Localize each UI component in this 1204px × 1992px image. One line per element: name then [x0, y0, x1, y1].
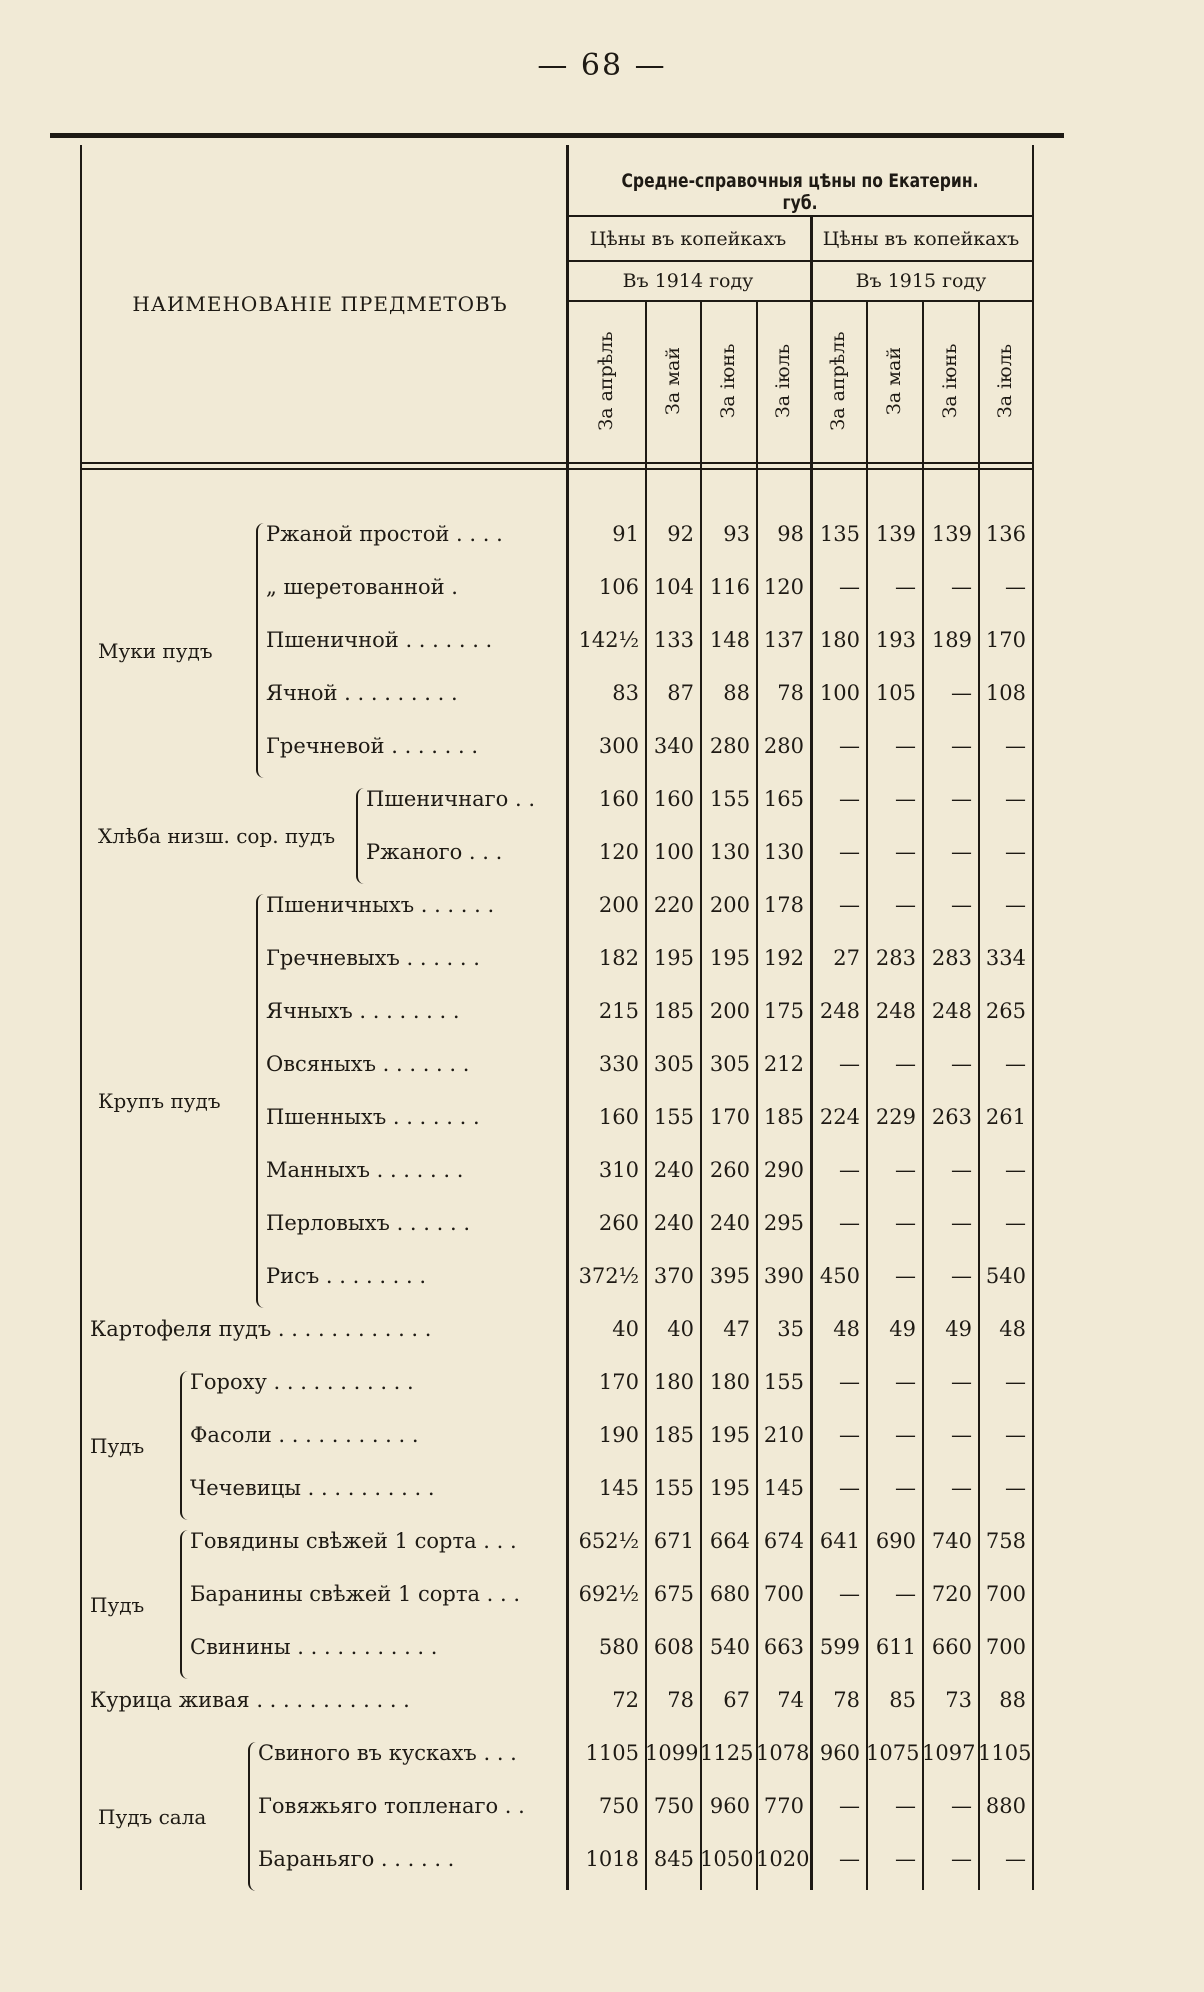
- month-header-label: За май: [661, 347, 684, 415]
- price-cell: 265: [985, 999, 1026, 1023]
- price-cell: 40: [667, 1317, 694, 1341]
- price-cell: 340: [653, 734, 694, 758]
- price-cell: —: [951, 1794, 972, 1818]
- price-cell: —: [895, 1370, 916, 1394]
- group-label: Пудъ сала: [98, 1804, 207, 1829]
- price-cell: 608: [653, 1635, 694, 1659]
- price-cell: —: [839, 787, 860, 811]
- price-cell: 1018: [585, 1847, 639, 1871]
- price-cell: 88: [999, 1688, 1026, 1712]
- price-cell: 106: [598, 575, 639, 599]
- price-cell: 212: [763, 1052, 804, 1076]
- item-name: Гороху . . . . . . . . . . .: [190, 1370, 414, 1394]
- price-cell: 200: [709, 893, 750, 917]
- price-cell: 165: [763, 787, 804, 811]
- price-cell: 49: [945, 1317, 972, 1341]
- price-cell: 155: [653, 1105, 694, 1129]
- price-cell: 599: [819, 1635, 860, 1659]
- price-cell: 185: [653, 1423, 694, 1447]
- price-cell: —: [895, 1582, 916, 1606]
- price-cell: —: [951, 893, 972, 917]
- item-name: Свинины . . . . . . . . . . .: [190, 1635, 438, 1659]
- price-cell: 750: [653, 1794, 694, 1818]
- price-cell: 180: [709, 1370, 750, 1394]
- price-cell: —: [895, 893, 916, 917]
- price-cell: 300: [598, 734, 639, 758]
- item-name: Чечевицы . . . . . . . . . .: [190, 1476, 435, 1500]
- item-name: Пшенныхъ . . . . . . .: [266, 1105, 480, 1129]
- table-left-border: [80, 145, 82, 1890]
- price-cell: 200: [709, 999, 750, 1023]
- group-label: Крупъ пудъ: [98, 1089, 221, 1113]
- price-cell: 170: [985, 628, 1026, 652]
- group-label: Пудъ: [90, 1592, 145, 1617]
- price-cell: —: [839, 893, 860, 917]
- item-name: Гречневыхъ . . . . . .: [266, 946, 480, 970]
- price-cell: 195: [653, 946, 694, 970]
- price-cell: 880: [985, 1794, 1026, 1818]
- price-cell: 1099: [645, 1741, 699, 1765]
- price-cell: 136: [985, 522, 1026, 546]
- header-bottom-rule-2: [80, 468, 1032, 470]
- price-cell: 195: [709, 1476, 750, 1500]
- price-cell: 750: [598, 1794, 639, 1818]
- price-cell: —: [839, 840, 860, 864]
- price-cell: 78: [667, 1688, 694, 1712]
- price-cell: 200: [598, 893, 639, 917]
- price-cell: —: [895, 840, 916, 864]
- price-cell: 295: [763, 1211, 804, 1235]
- price-cell: 189: [931, 628, 972, 652]
- price-cell: —: [951, 1423, 972, 1447]
- group-brace: [248, 1742, 258, 1891]
- header-year-underline: [566, 300, 1032, 302]
- price-cell: 845: [653, 1847, 694, 1871]
- price-cell: —: [951, 1052, 972, 1076]
- price-cell: —: [1005, 1211, 1026, 1235]
- price-cell: —: [895, 1423, 916, 1447]
- price-cell: 740: [931, 1529, 972, 1553]
- price-cell: 135: [819, 522, 860, 546]
- group-label: Муки пудъ: [98, 638, 213, 663]
- price-cell: —: [839, 734, 860, 758]
- price-cell: 660: [931, 1635, 972, 1659]
- price-cell: 175: [763, 999, 804, 1023]
- price-cell: —: [951, 1847, 972, 1871]
- price-cell: —: [839, 1423, 860, 1447]
- price-cell: 641: [819, 1529, 860, 1553]
- item-name: Манныхъ . . . . . . .: [266, 1158, 464, 1182]
- price-cell: 390: [763, 1264, 804, 1288]
- price-cell: 91: [612, 522, 639, 546]
- year-1914: Въ 1914 году: [622, 270, 754, 292]
- price-cell: 260: [598, 1211, 639, 1235]
- price-cell: 720: [931, 1582, 972, 1606]
- price-cell: 305: [653, 1052, 694, 1076]
- price-cell: 580: [598, 1635, 639, 1659]
- price-cell: 310: [598, 1158, 639, 1182]
- price-cell: 248: [875, 999, 916, 1023]
- price-cell: 139: [875, 522, 916, 546]
- price-cell: 280: [709, 734, 750, 758]
- price-cell: —: [951, 1158, 972, 1182]
- item-name: „ шеретованной .: [266, 575, 458, 599]
- price-cell: 395: [709, 1264, 750, 1288]
- item-name: Ржаной простой . . . .: [266, 522, 503, 546]
- price-cell: 675: [653, 1582, 694, 1606]
- item-name: Пшеничной . . . . . . .: [266, 628, 493, 652]
- price-cell: 185: [653, 999, 694, 1023]
- price-cell: 240: [709, 1211, 750, 1235]
- price-cell: —: [895, 1052, 916, 1076]
- price-cell: 280: [763, 734, 804, 758]
- price-cell: —: [895, 1158, 916, 1182]
- price-cell: 170: [709, 1105, 750, 1129]
- group-brace: [356, 788, 366, 884]
- price-cell: 240: [653, 1158, 694, 1182]
- price-cell: 182: [598, 946, 639, 970]
- price-cell: 74: [777, 1688, 804, 1712]
- price-cell: 240: [653, 1211, 694, 1235]
- header-price-underline: [566, 260, 1032, 262]
- price-cell: 139: [931, 522, 972, 546]
- item-name: Говядины свѣжей 1 сорта . . .: [190, 1529, 517, 1553]
- price-cell: —: [1005, 893, 1026, 917]
- price-cell: 652½: [578, 1529, 639, 1553]
- price-cell: 1050: [700, 1847, 754, 1871]
- group-label: Пудъ: [90, 1433, 145, 1458]
- price-cell: 142½: [578, 628, 639, 652]
- price-cell: 758: [985, 1529, 1026, 1553]
- price-cell: 334: [985, 946, 1026, 970]
- price-cell: 130: [709, 840, 750, 864]
- group-brace: [180, 1530, 190, 1679]
- item-name: Свиного въ кускахъ . . .: [258, 1741, 517, 1765]
- price-cell: 195: [709, 946, 750, 970]
- price-cell: 290: [763, 1158, 804, 1182]
- price-cell: 1125: [700, 1741, 754, 1765]
- price-cell: —: [1005, 1423, 1026, 1447]
- price-cell: 370: [653, 1264, 694, 1288]
- price-cell: —: [839, 1794, 860, 1818]
- price-cell: —: [951, 787, 972, 811]
- price-cell: —: [895, 575, 916, 599]
- table-right-border: [1032, 145, 1034, 1890]
- group-brace: [180, 1371, 190, 1520]
- price-cell: —: [1005, 1847, 1026, 1871]
- price-cell: —: [839, 1582, 860, 1606]
- price-cell: 48: [999, 1317, 1026, 1341]
- price-cell: 671: [653, 1529, 694, 1553]
- price-cell: 27: [833, 946, 860, 970]
- price-cell: 35: [777, 1317, 804, 1341]
- price-cell: 540: [985, 1264, 1026, 1288]
- price-cell: —: [895, 1847, 916, 1871]
- price-cell: 170: [598, 1370, 639, 1394]
- price-cell: 178: [763, 893, 804, 917]
- month-header-label: За апрѣль: [827, 331, 849, 431]
- price-cell: —: [1005, 1158, 1026, 1182]
- item-name: Ячной . . . . . . . . .: [266, 681, 458, 705]
- price-cell: —: [1005, 840, 1026, 864]
- price-cell: 190: [598, 1423, 639, 1447]
- price-label-1914: Цѣны въ копейкахъ: [589, 228, 787, 250]
- price-cell: 215: [598, 999, 639, 1023]
- item-name: Перловыхъ . . . . . .: [266, 1211, 471, 1235]
- price-cell: 108: [985, 681, 1026, 705]
- item-name: Ржаного . . .: [366, 840, 503, 864]
- price-cell: —: [839, 1158, 860, 1182]
- item-name: Овсяныхъ . . . . . . .: [266, 1052, 470, 1076]
- price-cell: —: [951, 575, 972, 599]
- price-cell: —: [1005, 1370, 1026, 1394]
- price-cell: 770: [763, 1794, 804, 1818]
- item-name: Фасоли . . . . . . . . . . .: [190, 1423, 419, 1447]
- price-cell: 155: [653, 1476, 694, 1500]
- price-cell: 47: [723, 1317, 750, 1341]
- price-cell: 193: [875, 628, 916, 652]
- price-cell: —: [895, 1794, 916, 1818]
- price-cell: —: [839, 1211, 860, 1235]
- price-cell: —: [1005, 575, 1026, 599]
- item-name: Бараньяго . . . . . .: [258, 1847, 455, 1871]
- price-cell: 372½: [578, 1264, 639, 1288]
- price-cell: 116: [709, 575, 750, 599]
- price-cell: 137: [763, 628, 804, 652]
- price-cell: —: [951, 1211, 972, 1235]
- month-header-label: За іюнь: [717, 343, 739, 419]
- price-cell: 692½: [578, 1582, 639, 1606]
- item-name: Пшеничныхъ . . . . . .: [266, 893, 495, 917]
- header-bottom-rule-1: [80, 462, 1032, 464]
- price-cell: 92: [667, 522, 694, 546]
- price-cell: 195: [709, 1423, 750, 1447]
- price-cell: 83: [612, 681, 639, 705]
- price-cell: 88: [723, 681, 750, 705]
- month-header-label: За май: [883, 347, 905, 415]
- header-title-underline: [566, 215, 1032, 217]
- price-cell: 663: [763, 1635, 804, 1659]
- price-cell: 100: [819, 681, 860, 705]
- price-cell: 130: [763, 840, 804, 864]
- price-cell: 1097: [922, 1741, 976, 1765]
- price-cell: 67: [723, 1688, 750, 1712]
- price-cell: —: [951, 1476, 972, 1500]
- item-name: Рисъ . . . . . . . .: [266, 1264, 427, 1288]
- price-cell: 148: [709, 628, 750, 652]
- price-cell: 260: [709, 1158, 750, 1182]
- price-cell: 160: [598, 787, 639, 811]
- price-cell: 93: [723, 522, 750, 546]
- price-cell: 160: [653, 787, 694, 811]
- price-cell: 120: [763, 575, 804, 599]
- price-cell: —: [895, 734, 916, 758]
- price-cell: 78: [777, 681, 804, 705]
- price-cell: 155: [763, 1370, 804, 1394]
- price-cell: 87: [667, 681, 694, 705]
- price-cell: 283: [931, 946, 972, 970]
- price-cell: 133: [653, 628, 694, 652]
- price-cell: 100: [653, 840, 694, 864]
- price-cell: —: [895, 1476, 916, 1500]
- price-cell: 261: [985, 1105, 1026, 1129]
- price-cell: 85: [889, 1688, 916, 1712]
- price-cell: —: [895, 1211, 916, 1235]
- price-cell: 155: [709, 787, 750, 811]
- price-cell: —: [951, 1264, 972, 1288]
- price-cell: —: [1005, 787, 1026, 811]
- price-cell: 40: [612, 1317, 639, 1341]
- price-cell: —: [839, 1370, 860, 1394]
- month-header-label: За іюль: [994, 343, 1016, 419]
- year-1915: Въ 1915 году: [855, 270, 987, 292]
- price-cell: 210: [763, 1423, 804, 1447]
- price-cell: 248: [819, 999, 860, 1023]
- top-rule: [50, 133, 1064, 138]
- price-cell: 700: [985, 1635, 1026, 1659]
- table-title: Средне-справочныя цѣны по Екатерин. губ.: [621, 170, 979, 214]
- price-cell: 120: [598, 840, 639, 864]
- price-cell: 680: [709, 1582, 750, 1606]
- price-cell: 248: [931, 999, 972, 1023]
- price-cell: 49: [889, 1317, 916, 1341]
- item-name: Курица живая . . . . . . . . . . . .: [90, 1688, 410, 1712]
- items-column-header: НАИМЕНОВАНІЕ ПРЕДМЕТОВЪ: [132, 292, 508, 316]
- price-cell: 700: [985, 1582, 1026, 1606]
- price-cell: 540: [709, 1635, 750, 1659]
- price-cell: 185: [763, 1105, 804, 1129]
- price-cell: 145: [763, 1476, 804, 1500]
- price-cell: —: [839, 575, 860, 599]
- price-cell: 192: [763, 946, 804, 970]
- price-cell: 145: [598, 1476, 639, 1500]
- price-cell: —: [839, 1052, 860, 1076]
- price-cell: 1020: [756, 1847, 810, 1871]
- page-number: — 68 —: [537, 48, 667, 83]
- price-cell: 1075: [866, 1741, 920, 1765]
- item-name: Говяжьяго топленаго . .: [258, 1794, 525, 1818]
- price-cell: 960: [709, 1794, 750, 1818]
- item-name: Пшеничнаго . .: [366, 787, 536, 811]
- price-cell: 1105: [978, 1741, 1032, 1765]
- price-cell: 220: [653, 893, 694, 917]
- price-cell: —: [1005, 734, 1026, 758]
- price-cell: —: [951, 1370, 972, 1394]
- price-cell: —: [1005, 1052, 1026, 1076]
- price-cell: 664: [709, 1529, 750, 1553]
- price-cell: —: [895, 1264, 916, 1288]
- price-cell: 611: [875, 1635, 916, 1659]
- price-cell: —: [951, 734, 972, 758]
- price-cell: 960: [819, 1741, 860, 1765]
- price-cell: 1078: [756, 1741, 810, 1765]
- price-cell: 224: [819, 1105, 860, 1129]
- item-name: Гречневой . . . . . . .: [266, 734, 478, 758]
- price-cell: 674: [763, 1529, 804, 1553]
- price-cell: —: [895, 787, 916, 811]
- price-cell: 98: [777, 522, 804, 546]
- price-cell: —: [951, 840, 972, 864]
- price-cell: 690: [875, 1529, 916, 1553]
- price-cell: 700: [763, 1582, 804, 1606]
- price-label-1915: Цѣны въ копейкахъ: [822, 228, 1020, 250]
- price-cell: 305: [709, 1052, 750, 1076]
- price-cell: 263: [931, 1105, 972, 1129]
- price-cell: 229: [875, 1105, 916, 1129]
- group-label: Хлѣба низш. сор. пудъ: [98, 824, 336, 848]
- price-cell: 283: [875, 946, 916, 970]
- item-name: Баранины свѣжей 1 сорта . . .: [190, 1582, 521, 1606]
- price-cell: 180: [653, 1370, 694, 1394]
- month-header-label: За апрѣль: [594, 331, 617, 431]
- price-cell: 160: [598, 1105, 639, 1129]
- price-cell: —: [1005, 1476, 1026, 1500]
- price-cell: 73: [945, 1688, 972, 1712]
- group-brace: [256, 894, 266, 1308]
- price-cell: —: [951, 681, 972, 705]
- price-cell: 105: [875, 681, 916, 705]
- item-name: Картофеля пудъ . . . . . . . . . . . .: [90, 1317, 432, 1341]
- price-cell: 78: [833, 1688, 860, 1712]
- group-brace: [256, 523, 266, 778]
- month-header-label: За іюль: [772, 343, 794, 419]
- price-cell: —: [839, 1476, 860, 1500]
- price-cell: 72: [612, 1688, 639, 1712]
- price-cell: —: [839, 1847, 860, 1871]
- price-cell: 48: [833, 1317, 860, 1341]
- price-cell: 104: [653, 575, 694, 599]
- price-cell: 450: [819, 1264, 860, 1288]
- item-name: Ячныхъ . . . . . . . .: [266, 999, 460, 1023]
- price-cell: 1105: [585, 1741, 639, 1765]
- month-header-label: За іюнь: [939, 343, 961, 419]
- price-cell: 180: [819, 628, 860, 652]
- price-cell: 330: [598, 1052, 639, 1076]
